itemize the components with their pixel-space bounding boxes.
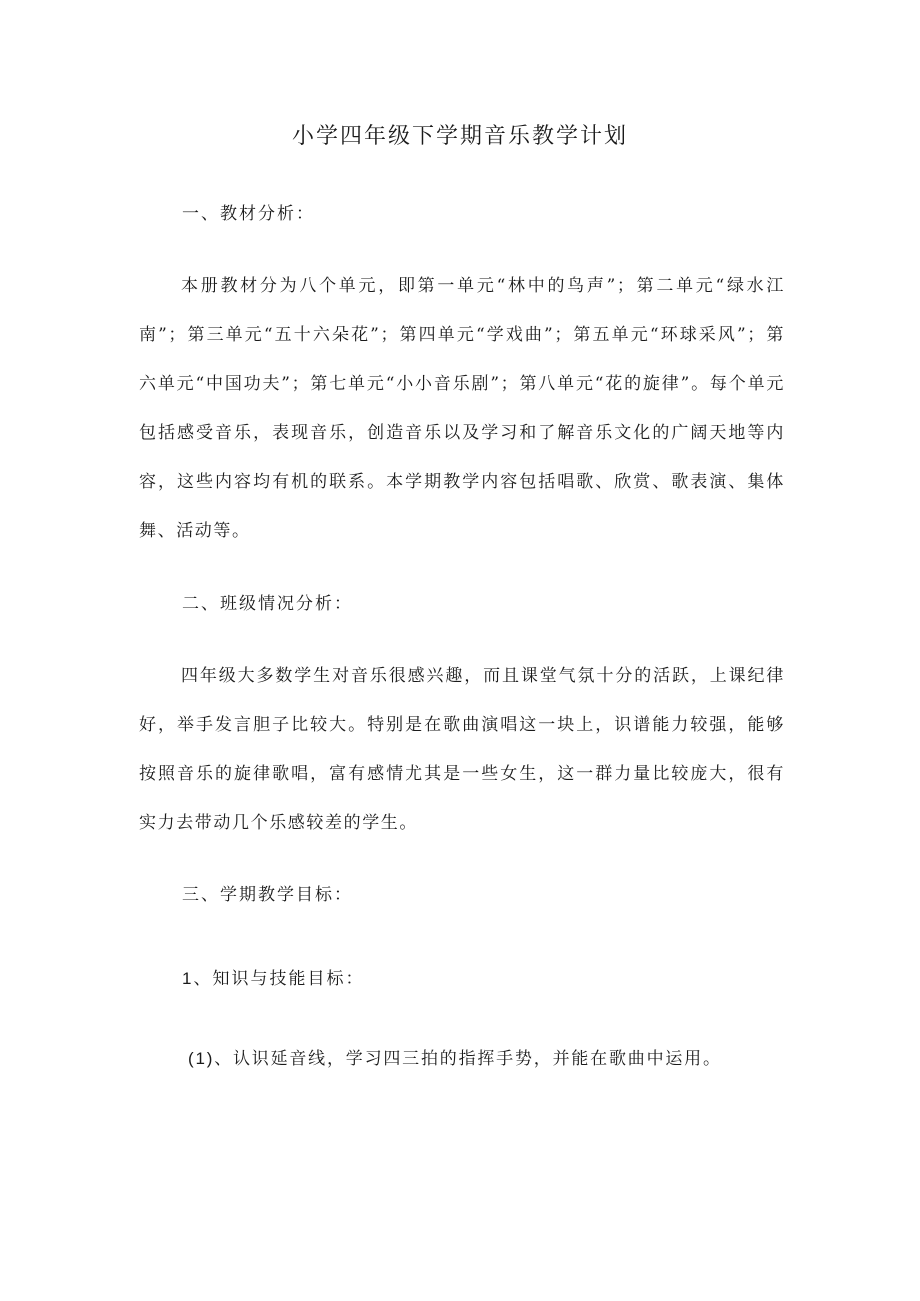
section-heading-class-analysis: 二、班级情况分析： [182, 594, 353, 614]
goal-item-text: 、认识延音线，学习四三拍的指挥手势，并能在歌曲中运用。 [214, 1049, 722, 1069]
section-heading-goals: 三、学期教学目标： [182, 885, 353, 905]
document-title: 小学四年级下学期音乐教学计划 [291, 124, 628, 149]
section-heading-materials: 一、教材分析： [182, 204, 315, 224]
subheading-text: 、知识与技能目标： [193, 969, 365, 989]
section-paragraph-class-analysis: 四年级大多数学生对音乐很感兴趣，而且课堂气氛十分的活跃，上课纪律好，举手发言胆子比较大。特别是在歌曲演唱这一块上，识谱能力较强，能够按照音乐的旋律歌唱，富有感情尤其是一些女生，这一群力量比较庞大，很有实力去带动几个乐感较差的学生。 [139, 666, 785, 833]
section-paragraph-materials: 本册教材分为八个单元，即第一单元“林中的鸟声”；第二单元“绿水江南”；第三单元“五十六朵花”；第四单元“学戏曲”；第五单元“环球采风”；第六单元“中国功夫”；第七单元“小小音乐剧”；第八单元“花的旋律”。每个单元包括感受音乐，表现音乐，创造音乐以及学习和了解音乐文化的广阔天地等内容，这些内容均有机的联系。本学期教学内容包括唱歌、欣赏、歌表演、集体舞、活动等。 [139, 276, 785, 541]
subheading-knowledge-skills [182, 965, 364, 993]
goal-item-number: (1) [188, 1049, 215, 1068]
goal-item-1 [188, 1045, 722, 1073]
subheading-number: 1 [182, 969, 194, 988]
